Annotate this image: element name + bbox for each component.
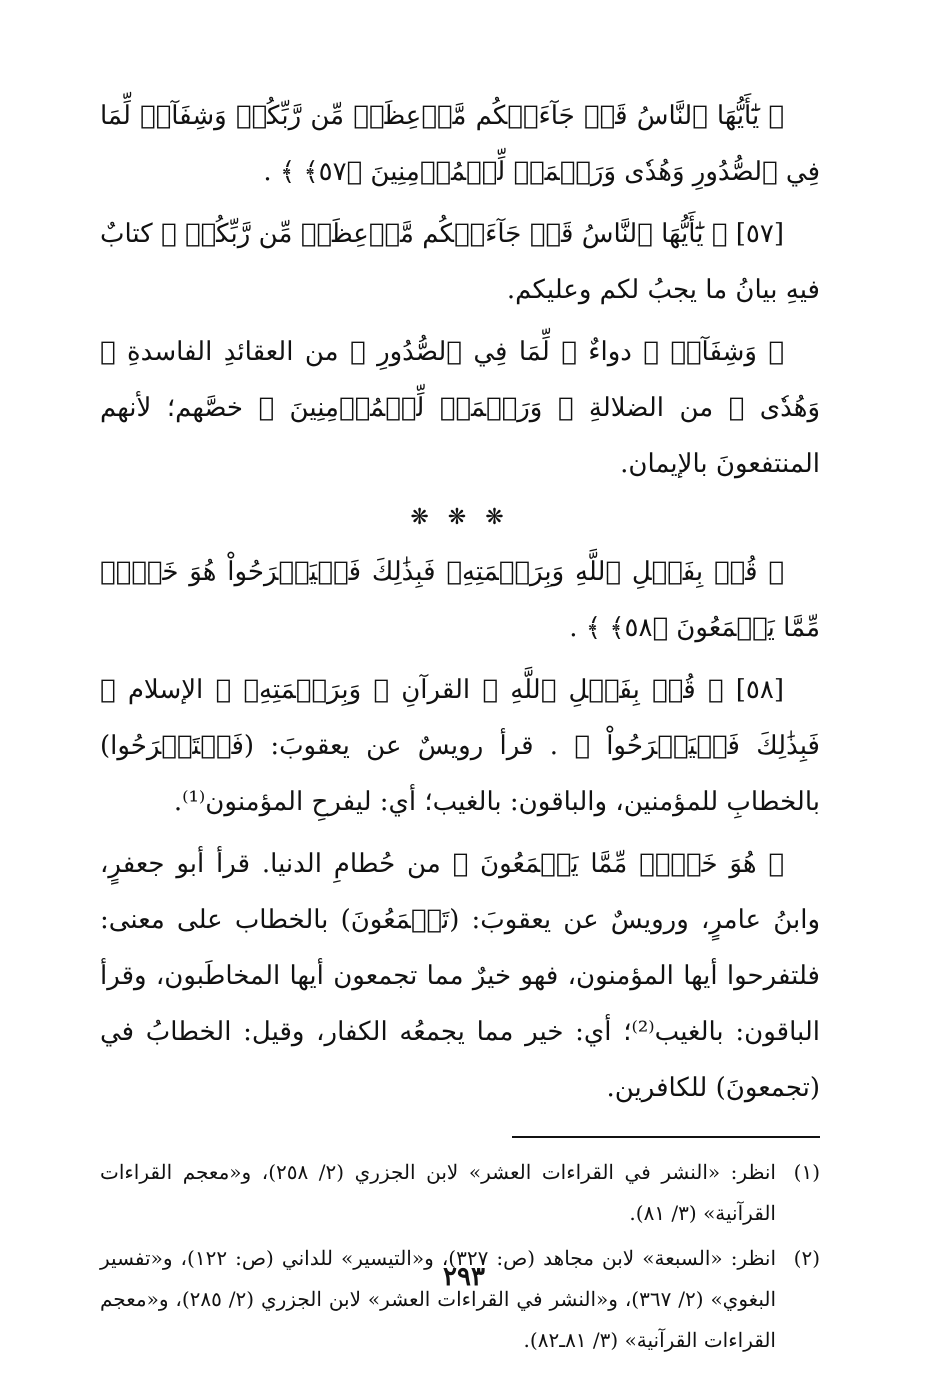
footnote-number: (٢) [793, 1246, 820, 1270]
commentary-57-a: [٥٧] ﴿ يَٰٓأَيُّهَا ٱلنَّاسُ قَدۡ جَآءَتۡكُم مَّوۡعِظَةٞ مِّن رَّبِّكُمۡ ﴾ كتابٌ فيهِ بيانُ ما يجبُ لكم وعليكم. [100, 219, 820, 305]
commentary-58-b: ﴿ هُوَ خَيۡرٞ مِّمَّا يَجۡمَعُونَ ﴾ من حُطامِ الدنيا. قرأ أبو جعفرٍ، وابنُ عامرٍ، ورويسٌ عن يعقوبَ: (تَجۡمَعُونَ) بالخطاب على معنى: فلتفرحوا أيها المؤمنون، فهو خيرٌ مما تجمعون أيها المخاطَبون، وقرأ الباقون: بالغيب⁽²⁾؛ أي: خير مما يجمعُه الكفار، وقيل: الخطابُ في (تجمعونَ) للكافرين. [100, 849, 820, 1103]
footnote-1 [100, 1152, 820, 1234]
footnote-2 [100, 1238, 820, 1361]
page-number: ٢٩٣ [443, 1262, 485, 1292]
verse-58: ﴿ قُلۡ بِفَضۡلِ ٱللَّهِ وَبِرَحۡمَتِهِۦ فَبِذَٰلِكَ فَلۡيَفۡرَحُواْ هُوَ خَيۡرٞ مِّمَّا يَجۡمَعُونَ ﴿٥٨﴾ ﴾ . [100, 557, 820, 643]
main-text [100, 88, 820, 1116]
verse-57: ﴿ يَٰٓأَيُّهَا ٱلنَّاسُ قَدۡ جَآءَتۡكُم مَّوۡعِظَةٞ مِّن رَّبِّكُمۡ وَشِفَآءٞ لِّمَا فِي ٱلصُّدُورِ وَهُدٗى وَرَحۡمَةٞ لِّلۡمُؤۡمِنِينَ ﴿٥٧﴾ ﴾ . [100, 101, 820, 187]
footnote-divider [512, 1136, 820, 1138]
commentary-58-a: [٥٨] ﴿ قُلۡ بِفَضۡلِ ٱللَّهِ ﴾ القرآنِ ﴿ وَبِرَحۡمَتِهِۦ ﴾ الإسلام ﴿ فَبِذَٰلِكَ فَلۡيَفۡرَحُواْ ﴾ . قرأ رويسٌ عن يعقوبَ: (فَلۡتَفۡرَحُوا) بالخطابِ للمؤمنين، والباقون: بالغيب؛ أي: ليفرحِ المؤمنون⁽¹⁾. [100, 675, 820, 817]
footnote-text: انظر: «النشر في القراءات العشر» لابن الجزري (٢/ ٢٥٨)، و«معجم القراءات القرآنية» (٣/ ٨١). [100, 1160, 776, 1225]
section-separator: ❋ ❋ ❋ [410, 505, 510, 530]
footnote-number: (١) [793, 1160, 820, 1184]
footnotes [100, 1152, 820, 1361]
commentary-57-b: ﴿ وَشِفَآءٞ ﴾ دواءٌ ﴿ لِّمَا فِي ٱلصُّدُورِ ﴾ من العقائدِ الفاسدةِ ﴿ وَهُدٗى ﴾ من الضلالةِ ﴿ وَرَحۡمَةٞ لِّلۡمُؤۡمِنِينَ ﴾ خصَّهم؛ لأنهم المنتفعونَ بالإيمان. [100, 337, 820, 479]
footnote-text: انظر: «السبعة» لابن مجاهد (ص: ٣٢٧)، و«التيسير» للداني (ص: ١٢٢)، و«تفسير البغوي» (٢/ ٣٦٧)، و«النشر في القراءات العشر» لابن الجزري (٢/ ٢٨٥)، و«معجم القراءات القرآنية» (٣/ ٨١ـ٨٢). [100, 1246, 777, 1352]
